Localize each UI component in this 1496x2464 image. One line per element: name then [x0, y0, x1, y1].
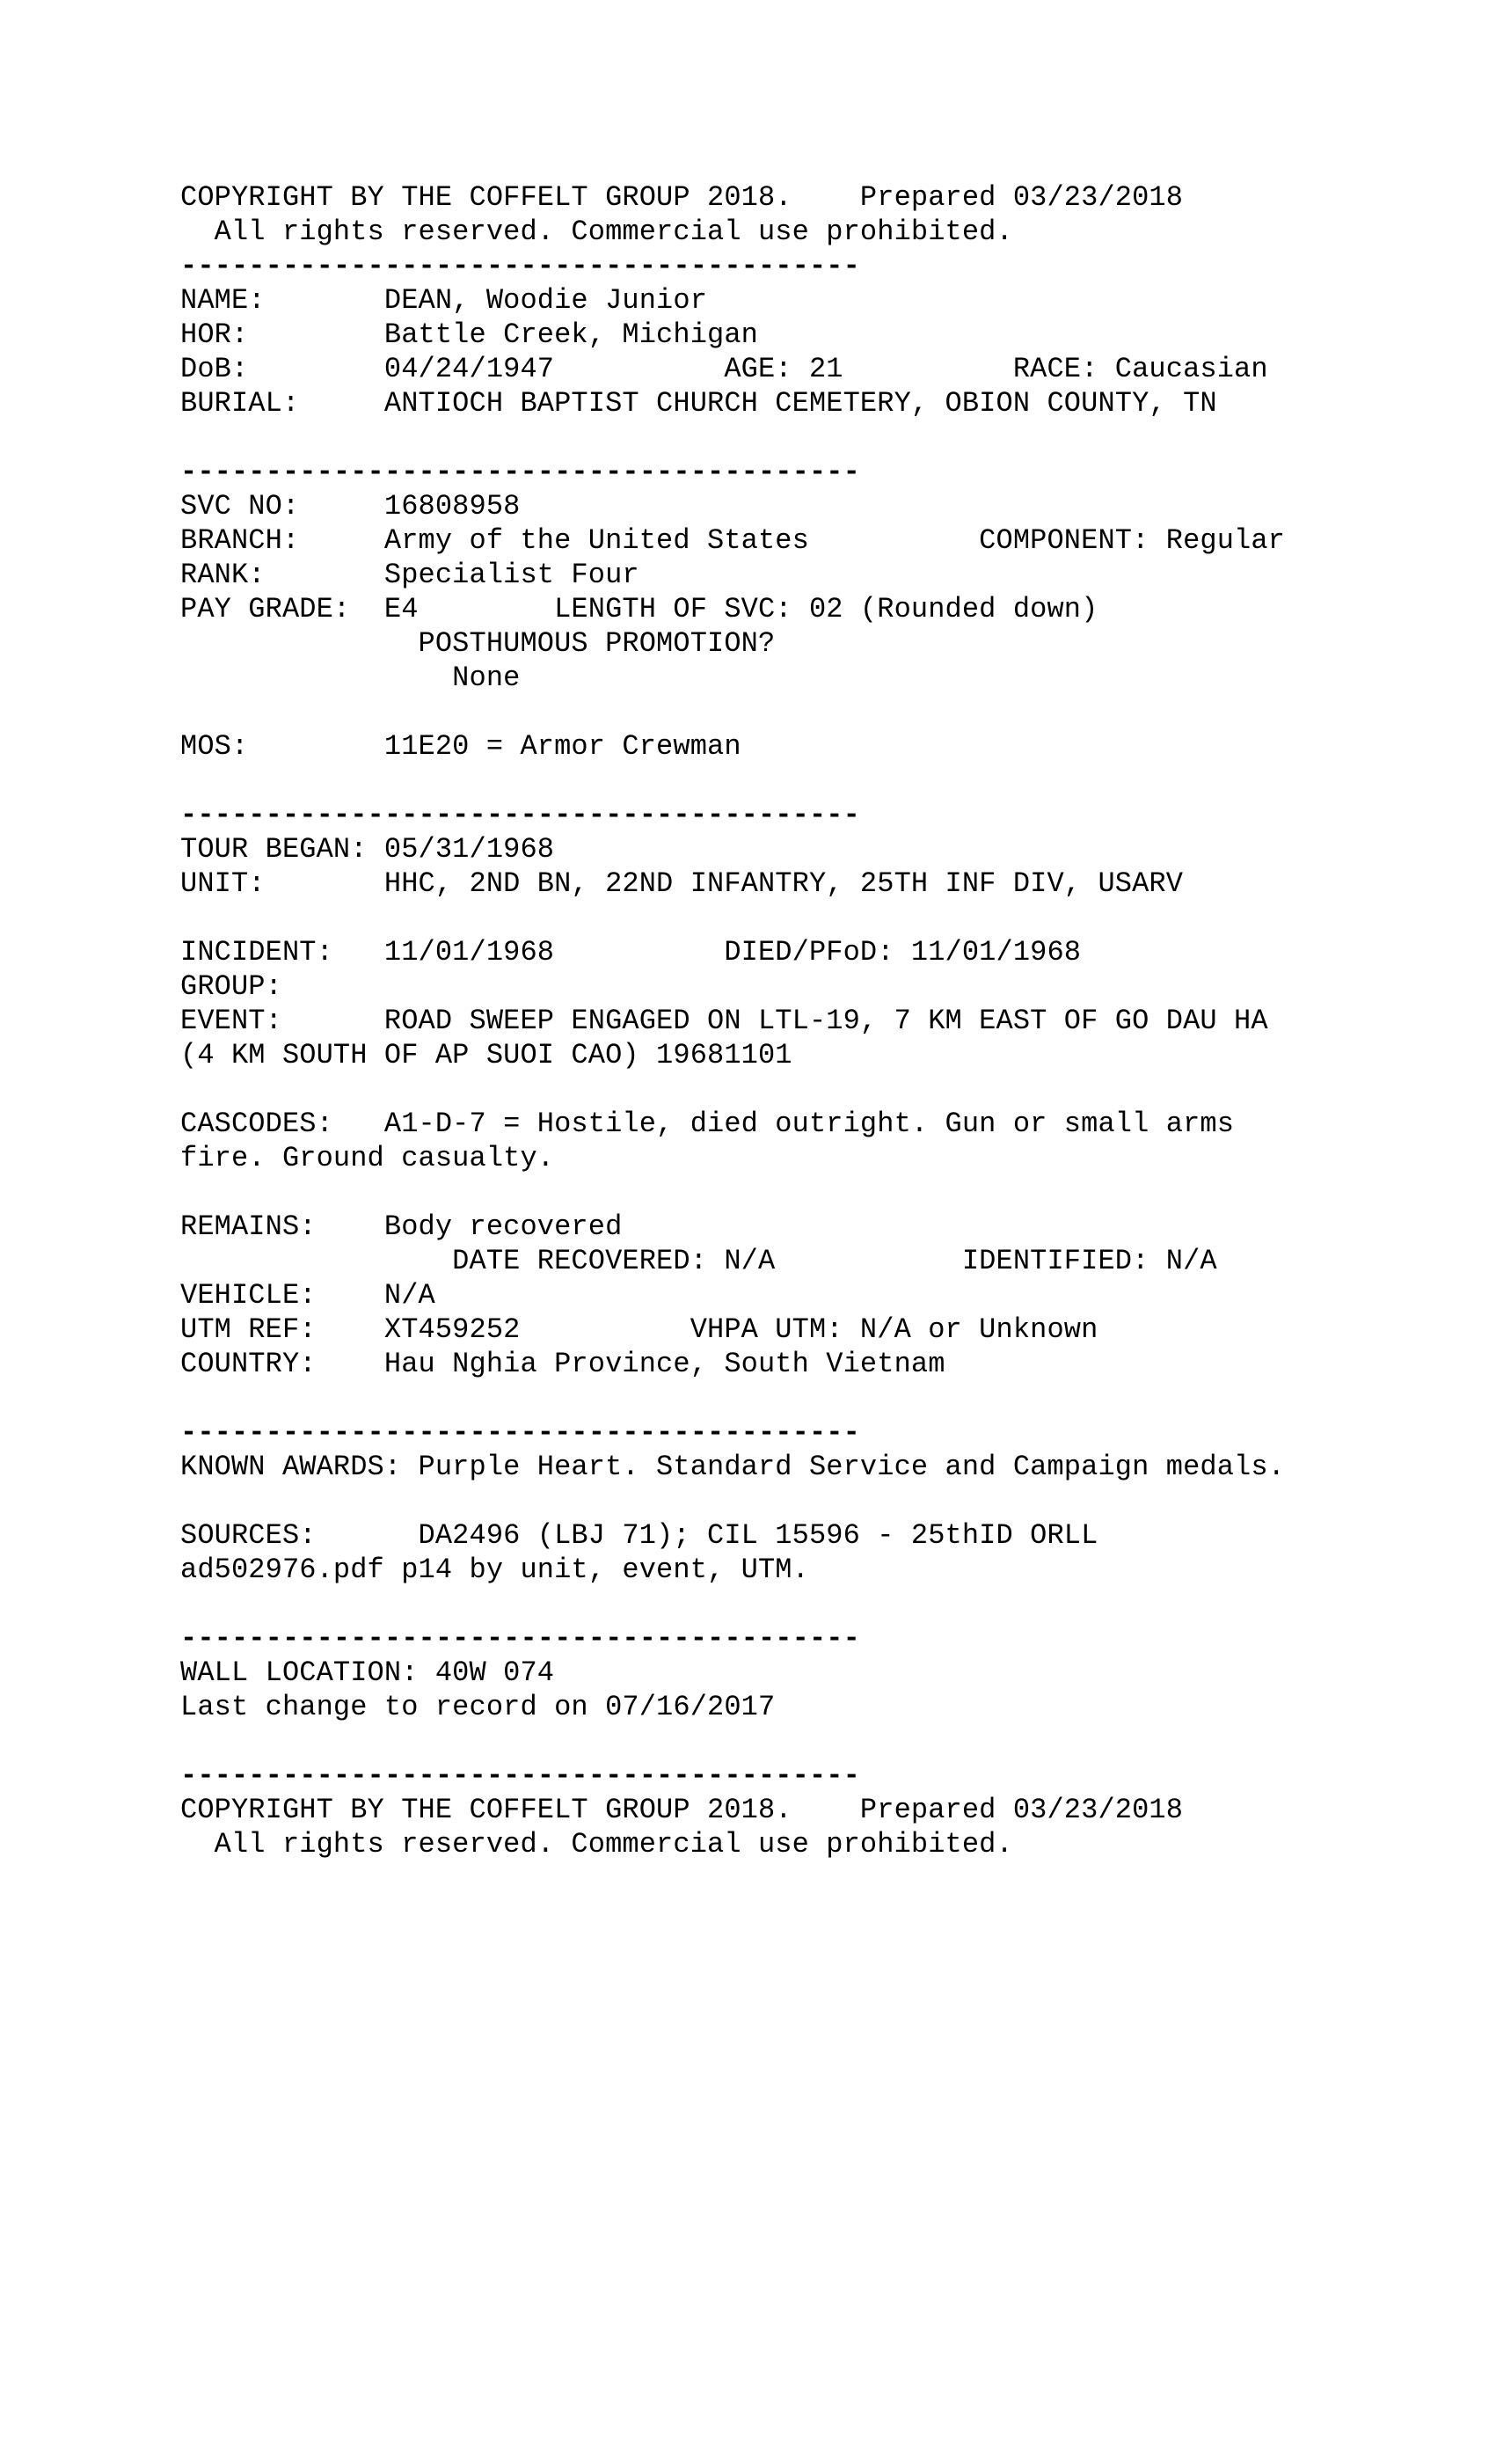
sources-continued-row: ad502976.pdf p14 by unit, event, UTM. [180, 1554, 809, 1586]
sources-row: SOURCES: DA2496 (LBJ 71); CIL 15596 - 25thID ORLL [180, 1519, 1098, 1552]
svc-no-row: SVC NO: 16808958 [180, 490, 521, 523]
blank-3 [180, 764, 1285, 798]
cascodes-row: CASCODES: A1-D-7 = Hostile, died outright. Gun or small arms [180, 1108, 1235, 1140]
date-recovered-identified-row: DATE RECOVERED: N/A IDENTIFIED: N/A [180, 1245, 1217, 1277]
blank-1 [180, 420, 1285, 455]
dob-age-race-row: DoB: 04/24/1947 AGE: 21 RACE: Caucasian [180, 353, 1268, 385]
copyright-bottom-line: COPYRIGHT BY THE COFFELT GROUP 2018. Prepared 03/23/2018 [180, 1794, 1184, 1826]
rights-bottom-line: All rights reserved. Commercial use prohibited. [180, 1828, 1013, 1861]
remains-row: REMAINS: Body recovered [180, 1210, 623, 1243]
wall-location-row: WALL LOCATION: 40W 074 [180, 1656, 555, 1689]
burial-row: BURIAL: ANTIOCH BAPTIST CHURCH CEMETERY, OBION COUNTY, TN [180, 387, 1217, 420]
known-awards-row: KNOWN AWARDS: Purple Heart. Standard Service and Campaign medals. [180, 1451, 1286, 1483]
cascodes-continued-row: fire. Ground casualty. [180, 1142, 555, 1174]
vehicle-row: VEHICLE: N/A [180, 1279, 435, 1312]
separator-6: ---------------------------------------- [180, 1759, 860, 1792]
blank-6 [180, 1175, 1285, 1210]
pay-grade-length-row: PAY GRADE: E4 LENGTH OF SVC: 02 (Rounded down) [180, 593, 1098, 625]
rights-top-line: All rights reserved. Commercial use prohibited. [180, 216, 1013, 248]
posthumous-promotion-value-row: None [180, 662, 521, 694]
last-change-row: Last change to record on 07/16/2017 [180, 1691, 776, 1723]
separator-1: ---------------------------------------- [180, 250, 860, 282]
separator-5: ---------------------------------------- [180, 1622, 860, 1655]
hor-row: HOR: Battle Creek, Michigan [180, 318, 758, 351]
unit-row: UNIT: HHC, 2ND BN, 22ND INFANTRY, 25TH INF DIV, USARV [180, 867, 1184, 900]
copyright-top-line: COPYRIGHT BY THE COFFELT GROUP 2018. Prepared 03/23/2018 [180, 181, 1184, 214]
blank-9 [180, 1587, 1285, 1621]
blank-10 [180, 1724, 1285, 1758]
separator-4: ---------------------------------------- [180, 1416, 860, 1449]
event-continued-row: (4 KM SOUTH OF AP SUOI CAO) 19681101 [180, 1039, 792, 1071]
country-row: COUNTRY: Hau Nghia Province, South Vietnam [180, 1348, 945, 1380]
rank-row: RANK: Specialist Four [180, 559, 639, 591]
separator-2: ---------------------------------------- [180, 456, 860, 488]
posthumous-promotion-row: POSTHUMOUS PROMOTION? [180, 627, 776, 660]
blank-2 [180, 695, 1285, 729]
blank-4 [180, 901, 1285, 935]
incident-died-row: INCIDENT: 11/01/1968 DIED/PFoD: 11/01/1968 [180, 936, 1082, 969]
name-row: NAME: DEAN, Woodie Junior [180, 284, 708, 317]
tour-began-row: TOUR BEGAN: 05/31/1968 [180, 833, 555, 866]
blank-7 [180, 1381, 1285, 1415]
utm-ref-vhpa-row: UTM REF: XT459252 VHPA UTM: N/A or Unknown [180, 1313, 1098, 1346]
mos-row: MOS: 11E20 = Armor Crewman [180, 730, 741, 763]
separator-3: ---------------------------------------- [180, 799, 860, 831]
event-row: EVENT: ROAD SWEEP ENGAGED ON LTL-19, 7 KM EAST OF GO DAU HA [180, 1005, 1268, 1037]
casualty-record-document [180, 180, 1285, 1861]
blank-5 [180, 1072, 1285, 1107]
blank-8 [180, 1484, 1285, 1518]
branch-component-row: BRANCH: Army of the United States COMPONENT: Regular [180, 524, 1286, 557]
group-row: GROUP: [180, 970, 282, 1003]
